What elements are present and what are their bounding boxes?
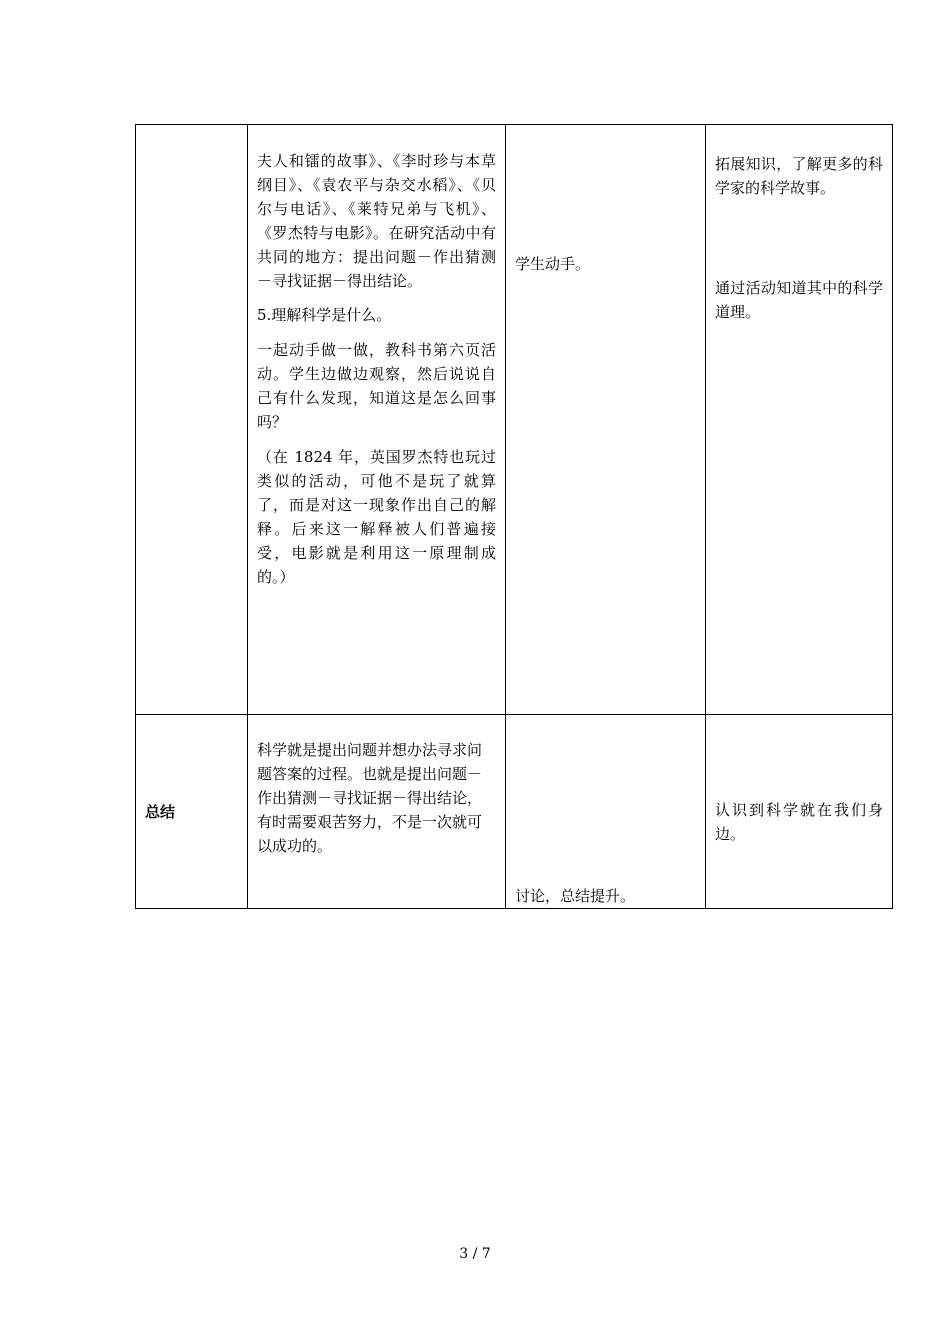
student-activity-cell [506, 715, 706, 909]
table-row [136, 715, 893, 909]
content-paragraph: （在 1824 年，英国罗杰特也玩过类似的活动，可他不是玩了就算了，而是对这一现象作出自己的解释。后来这一解释被人们普遍接受，电影就是利用这一原理制成的。） [257, 448, 496, 586]
design-intent-text: 拓展知识，了解更多的科学家的科学故事。 [715, 155, 883, 197]
content-paragraph: 5.理解科学是什么。 [257, 306, 392, 324]
student-activity-cell [506, 125, 706, 715]
teaching-content-cell [248, 125, 506, 715]
stage-label-cell [136, 125, 248, 715]
student-activity-text: 学生动手。 [515, 255, 591, 273]
content-paragraph: 科学就是提出问题并想办法寻求问题答案的过程。也就是提出问题－作出猜测－寻找证据－得出结论，有时需要艰苦努力，不是一次就可以成功的。 [257, 741, 483, 855]
table-row [136, 125, 893, 715]
content-paragraph: 一起动手做一做，教科书第六页活动。学生边做边观察，然后说说自己有什么发现，知道这是怎么回事吗？ [257, 341, 496, 431]
lesson-plan-table [135, 124, 893, 909]
stage-label: 总结 [145, 803, 176, 821]
content-paragraph: 夫人和镭的故事》、《李时珍与本草纲目》、《袁农平与杂交水稻》、《贝尔与电话》、《莱特兄弟与飞机》、《罗杰特与电影》。在研究活动中有共同的地方：提出问题－作出猜测－寻找证据－得出结论。 [257, 152, 496, 290]
design-intent-cell [706, 125, 893, 715]
student-activity-text: 讨论，总结提升。 [515, 887, 636, 905]
design-intent-text: 通过活动知道其中的科学道理。 [715, 279, 883, 321]
design-intent-text: 认识到科学就在我们身边。 [715, 801, 883, 843]
teaching-content-cell [248, 715, 506, 909]
page-number: 3 / 7 [459, 1246, 491, 1262]
design-intent-cell [706, 715, 893, 909]
stage-label-cell [136, 715, 248, 909]
